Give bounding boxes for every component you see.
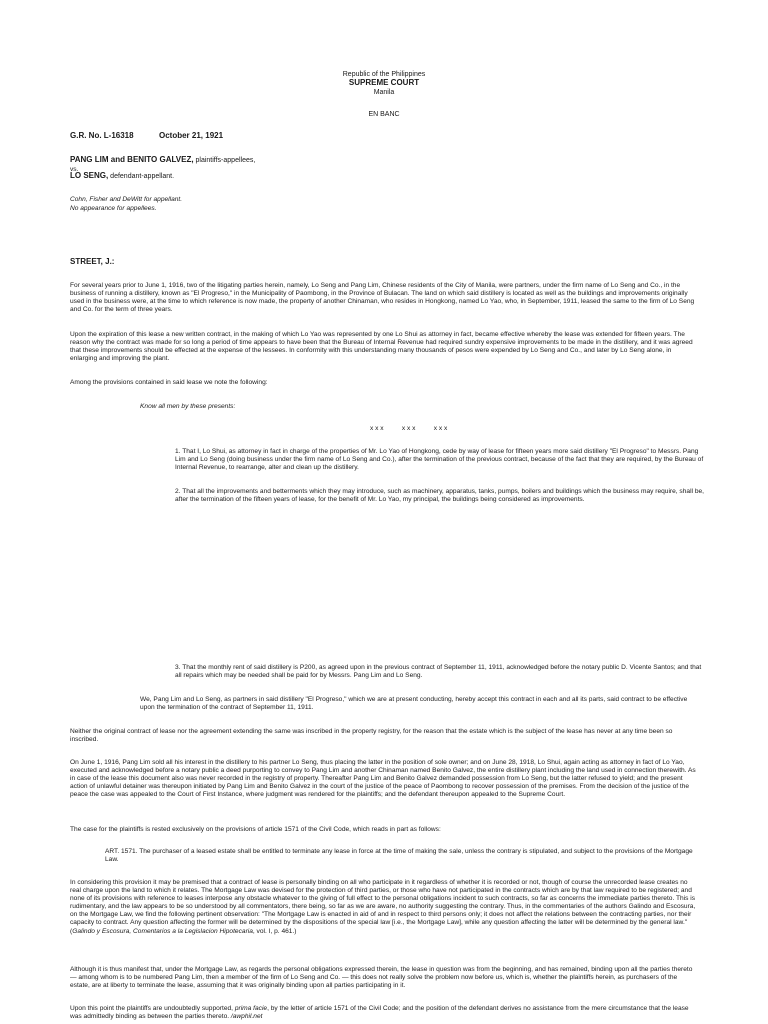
paragraph-9-tail: , by the letter of article 1571 of the Civil Code; and the position of the defendant derives no assistance from the mere circumstance that the lease was admittedly binding as between the parties thereto.	[70, 1005, 689, 1021]
ellipsis-marks: x x x x x x x x x	[370, 425, 448, 432]
article-1571: ART. 1571. The purchaser of a leased estate shall be entitled to terminate any lease in force at the time of making the sale, unless the contrary is stipulated, and subject to the provisions of the Mortgage Law.	[105, 848, 693, 864]
case-number: G.R. No. L-16318	[70, 131, 134, 140]
paragraph-9	[70, 1005, 698, 1021]
plaintiffs-role: plaintiffs-appellees,	[193, 157, 256, 164]
paragraph-2: Upon the expiration of this lease a new written contract, in the making of which Lo Yao was represented by one Lo Shui as attorney in fact, became effective whereby the lease was extended for fifteen years. The reason why the contract was made for so long a period of time appears to have been that the Bureau of Internal Revenue had required sundry expensive improvements to be made in the distillery, and it was agreed that these improvements should be effected at the expense of the lessees. In conformity with this understanding many thousands of pesos were expended by Lo Seng and Co., and later by Lo Seng alone, in enlarging and improving the plant.	[70, 331, 693, 363]
plaintiffs-names: PANG LIM and BENITO GALVEZ,	[70, 155, 194, 164]
paragraph-4: Neither the original contract of lease nor the agreement extending the same was inscribed in the property registry, for the reason that the estate which is the subject of the lease has never at any time been so inscribed.	[70, 728, 673, 744]
defendant-name: LO SENG,	[70, 171, 109, 180]
case-date: October 21, 1921	[159, 131, 224, 140]
source-watermark: ⁠/awphil.net	[230, 1013, 263, 1021]
court-city: Manila	[373, 89, 395, 96]
versus: vs.	[70, 166, 79, 173]
acceptance-clause: We, Pang Lim and Lo Seng, as partners in said distillery "El Progreso," which we are at present conducting, hereby accept this contract in each and all its parts, said contract to be effective upon the termination of the contract of September 11, 1911.	[140, 696, 688, 712]
court-name: SUPREME COURT	[348, 78, 420, 87]
paragraph-6: The case for the plaintiffs is rested exclusively on the provisions of article 1571 of the Civil Code, which reads in part as follows:	[70, 826, 441, 833]
know-all-men: Know all men by these presents:	[140, 403, 236, 410]
paragraph-3: Among the provisions contained in said lease we note the following:	[70, 379, 268, 386]
division-label: EN BANC	[368, 111, 400, 118]
defendant-role: defendant-appellant.	[108, 173, 175, 180]
opinion-author: STREET, J.:	[70, 257, 115, 266]
republic-line: Republic of the Philippines	[342, 71, 426, 78]
paragraph-5: On June 1, 1916, Pang Lim sold all his interest in the distillery to his partner Lo Seng, thus placing the latter in the position of sole owner; and on June 28, 1918, Lo Shui, again acting as attorney in fact of Lo Yao, executed and acknowledged before a notary public a deed purporting to convey to Pang Lim and another Chinaman named Benito Galvez, the entire distillery plant including the land used in connection therewith. As in case of the lease this document also was never recorded in the registry of property. Thereafter Pang Lim and Benito Galvez demanded possession from Lo Seng, but the latter refused to yield; and the present action of unlawful detainer was thereupon initiated by Pang Lim and Benito Galvez in the court of the justice of the peace of Paombong to recover possession of the premises. From the decision of the justice of the peace the case was appealed to the Court of First Instance, where judgment was rendered for the plaintiffs; and the defendant thereupon appealed to the Supreme Court.	[70, 759, 696, 799]
paragraph-8: Although it is thus manifest that, under the Mortgage Law, as regards the personal obligations expressed therein, the lease in question was from the beginning, and has remained, binding upon all the parties thereto — among whom is to be numbered Pang Lim, then a member of the firm of Lo Seng and Co. — this does not really solve the problem now before us, which is, whether the plaintiffs herein, as purchasers of the estate, are at liberty to terminate the lease, assuming that it was originally binding upon all parties participating in it.	[70, 966, 693, 990]
paragraph-7-tail: , vol. I, p. 461.)	[252, 927, 297, 935]
counsel-appellees: No appearance for appellees.	[70, 205, 157, 212]
paragraph-7	[70, 879, 698, 936]
defendant-line	[70, 171, 174, 182]
counsel-appellant: Cohn, Fisher and DeWitt for appellant.	[70, 196, 183, 203]
lease-item-1: 1. That I, Lo Shui, as attorney in fact in charge of the properties of Mr. Lo Yao of Hongkong, cede by way of lease for fifteen years more said distillery "El Progreso" to Messrs. Pang Lim and Lo Seng (doing business under the firm name of Lo Seng and Co.), after the termination of the previous contract, because of the fact that they are required, by the Bureau of Internal Revenue, to rearrange, alter and clean up the distillery.	[175, 448, 704, 472]
lease-item-2: 2. That all the improvements and betterments which they may introduce, such as machinery, apparatus, tanks, pumps, boilers and buildings which the business may require, shall be, after the termination of the fifteen years of lease, for the benefit of Mr. Lo Yao, my principal, the buildings being considered as improvements.	[175, 488, 704, 504]
plaintiffs-line	[70, 155, 255, 166]
citation-galindo: Galindo y Escosura, Comentarios a la Legislacion Hipotecaria	[72, 927, 253, 935]
paragraph-7-text: In considering this provision it may be premised that a contract of lease is personally binding on all who participate in it regardless of whether it is recorded or not, though of course the unrecorded lease creates no real charge upon the land to which it relates. The Mortgage Law was devised for the protection of third parties, or those who have not participated in the contracts which are by that law required to be registered; and none of its provisions with reference to leases interpose any obstacle whatever to the giving of full effect to the personal obligations incident to such contracts, so far as concerns the immediate parties thereto. This is rudimentary, and the law appears to be so understood by all commentators, there being, so far as we are aware, no authority suggesting the contrary. Thus, in the commentaries of the authors Galindo and Escosura, on the Mortgage Law, we find the following pertinent observation: "The Mortgage Law is enacted in aid of and in respect to third persons only; it does not affect the relations between the contracting parties, nor their capacity to contract. Any question affecting the former will be determined by the dispositions of the special law [i.e., the Mortgage Law], while any question affecting the latter will be determined by the general law." (	[70, 879, 696, 935]
lease-item-3: 3. That the monthly rent of said distillery is P200, as agreed upon in the previous contract of September 11, 1911, acknowledged before the notary public D. Vicente Santos; and that all repairs which may be needed shall be paid for by Messrs. Pang Lim and Lo Seng.	[175, 664, 702, 680]
paragraph-9-text: Upon this point the plaintiffs are undoubtedly supported,	[70, 1005, 235, 1012]
prima-facie: prima facie	[234, 1005, 268, 1012]
paragraph-1: For several years prior to June 1, 1916, two of the litigating parties herein, namely, Lo Seng and Pang Lim, Chinese residents of the City of Manila, were partners, under the firm name of Lo Seng and Co., in the business of running a distillery, known as "El Progreso," in the Municipality of Paombong, in the Province of Bulacan. The land on which said distillery is located as well as the buildings and improvements originally used in the business were, at the time to which reference is now made, the property of another Chinaman, who resides in Hongkong, named Lo Yao, who, in September, 1911, leased the same to the firm of Lo Seng and Co. for the term of three years.	[70, 282, 695, 314]
